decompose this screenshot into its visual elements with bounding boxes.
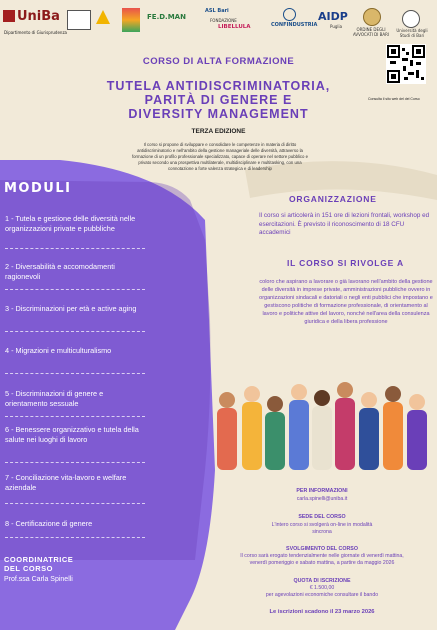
coordinatrice-name: Prof.ssa Carla Spinelli — [4, 576, 73, 583]
module-item: 2 - Diversabilità e accomodamenti ragionevoli — [5, 262, 115, 281]
aidp-logo: AIDP — [318, 10, 348, 23]
aidp-sub: Puglia — [330, 24, 343, 29]
module-item: 3 - Discriminazioni per età e active aging — [5, 304, 137, 313]
rivolge-text: coloro che aspirano a lavorare o già lavorano nell'ambito della gestione delle diversità in imprese private, amministrazioni pubbliche ovvero in organizzazioni sindacali e datoriali o negli enti pubblici che impostano e gestiscono politiche di formazione professionale, di orientamento al lavoro e politiche attive del lavoro, nonché nell'area della consulenza giuridica e della libera professione — [259, 279, 433, 325]
module-item: 4 - Migrazioni e multiculturalismo — [5, 346, 112, 355]
svolgimento-label: SVOLGIMENTO DEL CORSO — [286, 546, 358, 552]
quota-amount: € 1.500,00 — [309, 585, 335, 591]
libellula-logo: LIBELLULA — [218, 24, 251, 30]
diverse-people-illustration — [207, 370, 437, 470]
module-divider — [5, 331, 145, 332]
course-title — [60, 79, 377, 121]
quota-note: per agevolazioni economiche consultare il bando — [265, 592, 379, 598]
title-line-3: DIVERSITY MANAGEMENT — [128, 107, 309, 121]
module-item: 7 - Conciliazione vita-lavoro e welfare aziendale — [5, 473, 127, 492]
sede-label: SEDE DEL CORSO — [298, 514, 346, 520]
info-email-link[interactable]: carla.spinelli@uniba.it — [296, 496, 348, 502]
module-divider — [5, 289, 145, 290]
confindustria-logo: CONFINDUSTRIA — [271, 22, 318, 28]
qr-caption: Consulta il sito web del del Corso — [368, 97, 420, 101]
module-item: 1 - Tutela e gestione delle diversità nelle organizzazioni private e pubbliche — [5, 214, 136, 233]
module-item: 6 - Benessere organizzativo e tutela della salute nei luoghi di lavoro — [5, 425, 139, 444]
module-divider — [5, 462, 145, 463]
department-label: Dipartimento di Giurisprudenza — [4, 30, 67, 35]
quota-label: QUOTA DI ISCRIZIONE — [293, 578, 351, 584]
ordine-avvocati-logo: ORDINE DEGLI AVVOCATI DI BARI — [352, 27, 390, 37]
module-divider — [5, 537, 145, 538]
title-line-2: PARITÀ DI GENERE E — [144, 93, 293, 107]
people-group — [217, 382, 427, 470]
info-label: PER INFORMAZIONI — [296, 488, 348, 494]
uniba-logo: UniBa — [3, 9, 60, 24]
organizzazione-text: Il corso si articolerà in 151 ore di lezioni frontali, workshop ed esercitazioni. È previsto il riconoscimento di 18 CFU accademici — [259, 212, 430, 236]
rivolge-heading: IL CORSO SI RIVOLGE A — [287, 258, 404, 268]
intro-text: Il corso si propone di sviluppare e consolidare le competenze in materia di diritto antidiscriminatorio e nell'ambito della gestione manageriale delle diversità, attraverso la formazione di un profilo professionale specializzato, capace di operare nel settore pubblico e privato secondo una prospettiva multilaterale, multidisciplinare e multitasking, con una connotazione a forte valenza strategica e di leadership — [131, 142, 309, 171]
module-item: 5 - Discriminazioni di genere e orientamento sessuale — [5, 389, 104, 408]
svolgimento-text: Il corso sarà erogato tendenzialmente nelle giornate di venerdì mattina, venerdì pomeriggio e sabato mattina, a partire da maggio 2026 — [240, 553, 404, 566]
fedman-logo: FE.D.MAN — [147, 13, 186, 21]
edition-label: TERZA EDIZIONE — [191, 128, 246, 135]
module-divider — [5, 416, 145, 417]
university-logo: Università degli Studi di Bari — [396, 28, 428, 38]
sede-text: L'intero corso si svolgerà on-line in modalità sincrona — [271, 522, 373, 535]
coordinatrice-line-1: COORDINATRICE — [4, 555, 74, 564]
course-type: CORSO DI ALTA FORMAZIONE — [142, 56, 295, 67]
title-line-1: TUTELA ANTIDISCRIMINATORIA, — [106, 79, 331, 93]
coordinatrice-line-2: DEL CORSO — [4, 564, 53, 573]
module-divider — [5, 373, 145, 374]
libellula-prefix: FONDAZIONE — [210, 18, 237, 23]
coordinatrice-heading — [4, 555, 73, 573]
module-divider — [5, 503, 145, 504]
scadenza-text: Le iscrizioni scadono il 23 marzo 2026 — [269, 609, 375, 615]
module-item: 8 - Certificazione di genere — [5, 519, 93, 528]
module-divider — [5, 248, 145, 249]
moduli-heading: MODULI — [4, 181, 72, 196]
asl-bari-logo: ASL Bari — [205, 8, 229, 14]
organizzazione-heading: ORGANIZZAZIONE — [289, 194, 377, 204]
